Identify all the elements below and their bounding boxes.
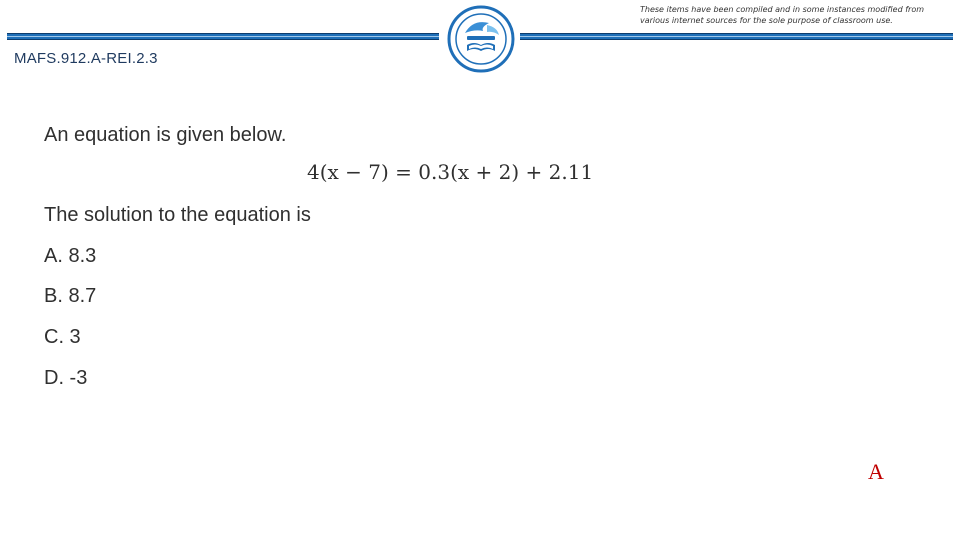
school-district-seal-icon [447,5,515,73]
answer-key: A [868,459,884,484]
disclaimer-note: These items have been compiled and in some instances modified from various internet sources for the sole purpose of classroom use. [640,5,924,25]
option-a: A. 8.3 [44,245,97,267]
header-rule-right [520,33,953,40]
standard-code: MAFS.912.A-REI.2.3 [14,50,158,67]
option-b: B. 8.7 [44,285,97,307]
header-rule-left [7,33,439,40]
option-d: D. -3 [44,367,88,389]
question-prompt: The solution to the equation is [44,204,311,226]
question-intro: An equation is given below. [44,124,287,146]
equation: 4(x − 7) = 0.3(x + 2) + 2.11 [307,160,594,184]
option-c: C. 3 [44,326,81,348]
